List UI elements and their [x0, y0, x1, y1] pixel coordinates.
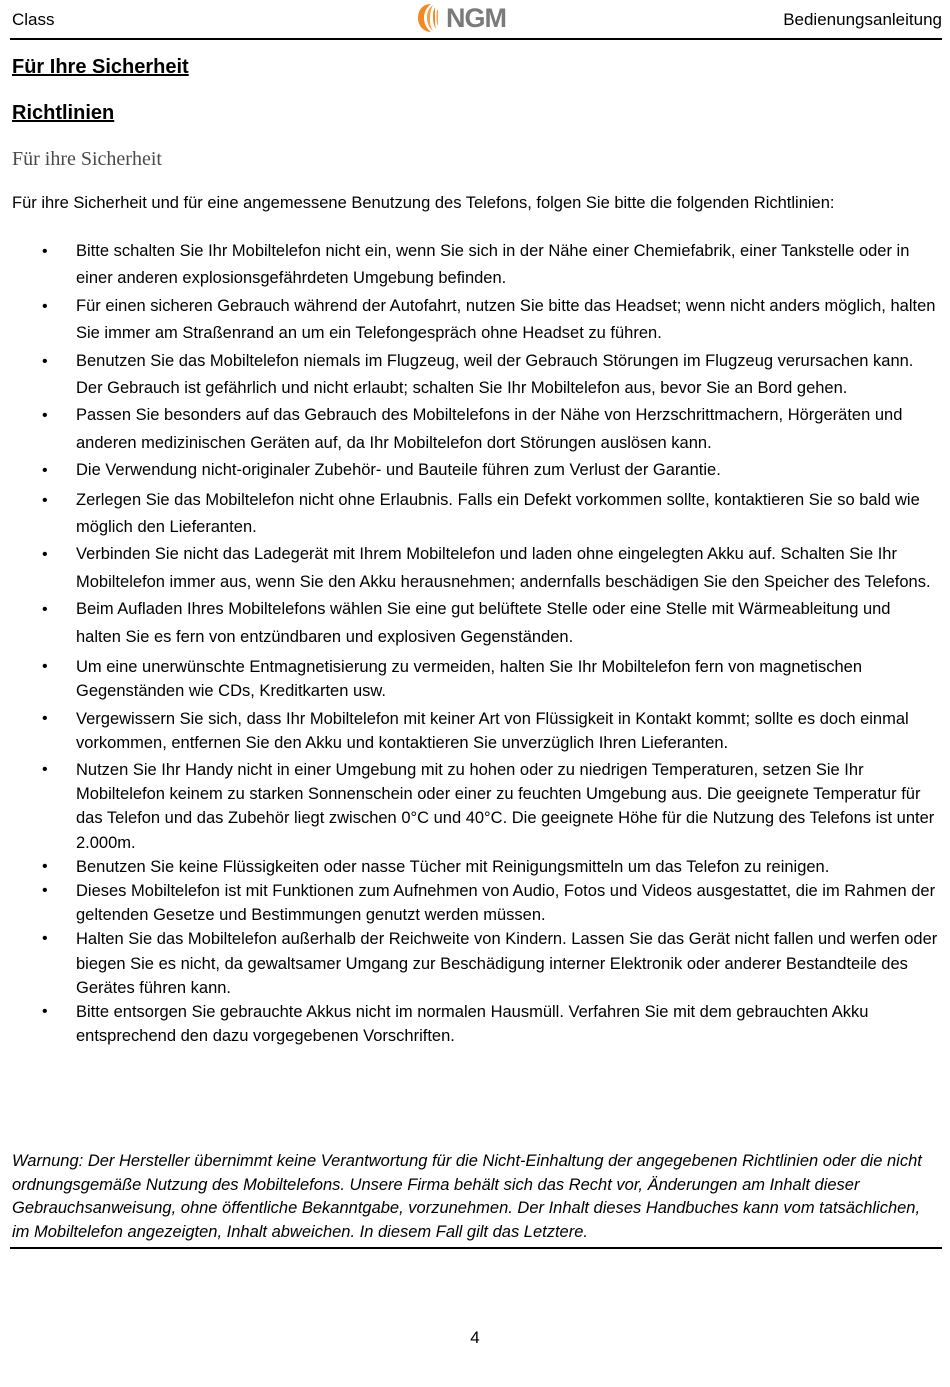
bullet-icon: •	[42, 407, 48, 425]
subsection-title: Richtlinien	[12, 102, 115, 124]
list-item-text: Bitte schalten Sie Ihr Mobiltelefon nicht ein, wenn Sie sich in der Nähe einer Chemiefabrik, einer Tankstelle oder in einer anderen explosionsgefährdeten Umgebung befinden.	[76, 242, 910, 288]
bullet-icon: •	[42, 760, 48, 778]
warning-paragraph: Warnung: Der Hersteller übernimmt keine Verantwortung für die Nicht-Einhaltung der angegebenen Richtlinien oder die nicht ordnungsgemäße Nutzung des Mobiltelefons. Unsere Firma behält sich das Recht vor, Änderungen am Inhalt dieser Gebrauchsanweisung, ohne öffentliche Bekanntgabe, vorzunehmen. Der Inhalt dieses Handbuches kann vom tatsächlichen, im Mobiltelefon angezeigten, Inhalt abweichen. In diesem Fall gilt das Letztere.	[12, 1152, 922, 1241]
bullet-icon: •	[42, 462, 48, 480]
page-number: 4	[470, 1328, 480, 1347]
list-item-text: Die Verwendung nicht-originaler Zubehör- und Bauteile führen zum Verlust der Garantie.	[76, 461, 721, 480]
header-left-label: Class	[12, 10, 55, 29]
bullet-icon: •	[42, 297, 48, 315]
list-item-text: Bitte entsorgen Sie gebrauchte Akkus nicht im normalen Hausmüll. Verfahren Sie mit dem gebrauchten Akku entsprechend den dazu vorgegebenen Vorschriften.	[76, 1002, 869, 1046]
list-item-text: Halten Sie das Mobiltelefon außerhalb der Reichweite von Kindern. Lassen Sie das Gerät nicht fallen und werfen oder biegen Sie es nicht, da gewaltsamer Umgang zur Beschädigung interner Elektronik oder anderer Bestandteile des Gerätes führen kann.	[76, 930, 938, 997]
list-item-text: Benutzen Sie keine Flüssigkeiten oder nasse Tücher mit Reinigungsmitteln um das Telefon zu reinigen.	[76, 857, 830, 876]
list-item	[0, 348, 938, 403]
list-item	[0, 655, 938, 703]
list-item-text: Verbinden Sie nicht das Ladegerät mit Ihrem Mobiltelefon und laden ohne eingelegten Akku auf. Schalten Sie Ihr Mobiltelefon immer aus, wenn Sie den Akku herausnehmen; andernfalls beschädigen Sie den Speicher des Telefons.	[76, 545, 931, 591]
section-title: Für Ihre Sicherheit	[12, 56, 189, 78]
list-item	[0, 541, 938, 596]
list-item-text: Nutzen Sie Ihr Handy nicht in einer Umgebung mit zu hohen oder zu niedrigen Temperaturen, setzen Sie Ihr Mobiltelefon keinem zu starken Sonnenschein oder einer zu feuchten Umgebung aus. Die geeignete Temperatur für das Telefon und das Zubehör liegt zwischen 0°C und 40°C. Die geeignete Höhe für die Nutzung des Telefons ist unter 2.000m.	[76, 760, 935, 852]
bullet-icon: •	[42, 491, 48, 509]
list-item-text: Dieses Mobiltelefon ist mit Funktionen zum Aufnehmen von Audio, Fotos und Videos ausgestattet, die im Rahmen der geltenden Gesetze und Bestimmungen genutzt werden müssen.	[76, 881, 936, 925]
header-right-label: Bedienungsanleitung	[783, 10, 942, 29]
page-header	[10, 0, 942, 40]
list-item	[0, 879, 938, 927]
bullet-icon: •	[42, 658, 48, 676]
footer-divider	[10, 1247, 942, 1249]
list-item-text: Vergewissern Sie sich, dass Ihr Mobiltelefon mit keiner Art von Flüssigkeit in Kontakt kommt; sollte es doch einmal vorkommen, entfernen Sie den Akku und kontaktieren Sie unverzüglich Ihren Lieferanten.	[76, 709, 909, 752]
list-item	[0, 855, 938, 879]
list-item	[0, 457, 938, 484]
list-item	[0, 293, 938, 348]
ngm-logo-text: NGM	[446, 3, 506, 33]
bullet-icon: •	[42, 601, 48, 619]
bullet-icon: •	[42, 881, 48, 899]
guidelines-list	[0, 238, 950, 1048]
list-item-text: Um eine unerwünschte Entmagnetisierung zu vermeiden, halten Sie Ihr Mobiltelefon fern von magnetischen Gegenständen wie CDs, Kreditkarten usw.	[76, 658, 863, 701]
bullet-icon: •	[42, 352, 48, 370]
list-item-text: Benutzen Sie das Mobiltelefon niemals im Flugzeug, weil der Gebrauch Störungen im Flugzeug verursachen kann. Der Gebrauch ist gefährlich und nicht erlaubt; schalten Sie Ihr Mobiltelefon aus, bevor Sie an Bord gehen.	[76, 351, 914, 398]
list-item	[0, 1000, 938, 1048]
list-item-text: Passen Sie besonders auf das Gebrauch des Mobiltelefons in der Nähe von Herzschrittmachern, Hörgeräten und anderen medizinischen Geräten auf, da Ihr Mobiltelefon dort Störungen auslösen kann.	[76, 406, 903, 452]
list-item	[0, 596, 938, 651]
bullet-icon: •	[42, 709, 48, 727]
list-item-text: Zerlegen Sie das Mobiltelefon nicht ohne Erlaubnis. Falls ein Defekt vorkommen sollte, kontaktieren Sie so bald wie möglich den Lieferanten.	[76, 490, 920, 537]
ngm-logo	[416, 2, 526, 34]
bullet-icon: •	[42, 1002, 48, 1020]
list-item	[0, 707, 938, 755]
list-item	[0, 487, 938, 542]
sub-subsection-title: Für ihre Sicherheit	[12, 148, 162, 170]
ngm-logo-icon	[416, 2, 446, 34]
intro-paragraph: Für ihre Sicherheit und für eine angemessene Benutzung des Telefons, folgen Sie bitte die folgenden Richtlinien:	[12, 194, 835, 212]
bullet-icon: •	[42, 930, 48, 948]
list-item	[0, 402, 938, 457]
list-item-text: Für einen sicheren Gebrauch während der Autofahrt, nutzen Sie bitte das Headset; wenn nicht anders möglich, halten Sie immer am Straßenrand an um ein Telefongespräch ohne Headset zu führen.	[76, 296, 936, 343]
list-item-text: Beim Aufladen Ihres Mobiltelefons wählen Sie eine gut belüftete Stelle oder eine Stelle mit Wärmeableitung und halten Sie es fern von entzündbaren und explosiven Gegenständen.	[76, 600, 891, 646]
list-item	[0, 927, 938, 1000]
list-item	[0, 238, 938, 293]
bullet-icon: •	[42, 243, 48, 260]
list-item	[0, 758, 938, 855]
bullet-icon: •	[42, 546, 48, 564]
bullet-icon: •	[42, 857, 48, 875]
